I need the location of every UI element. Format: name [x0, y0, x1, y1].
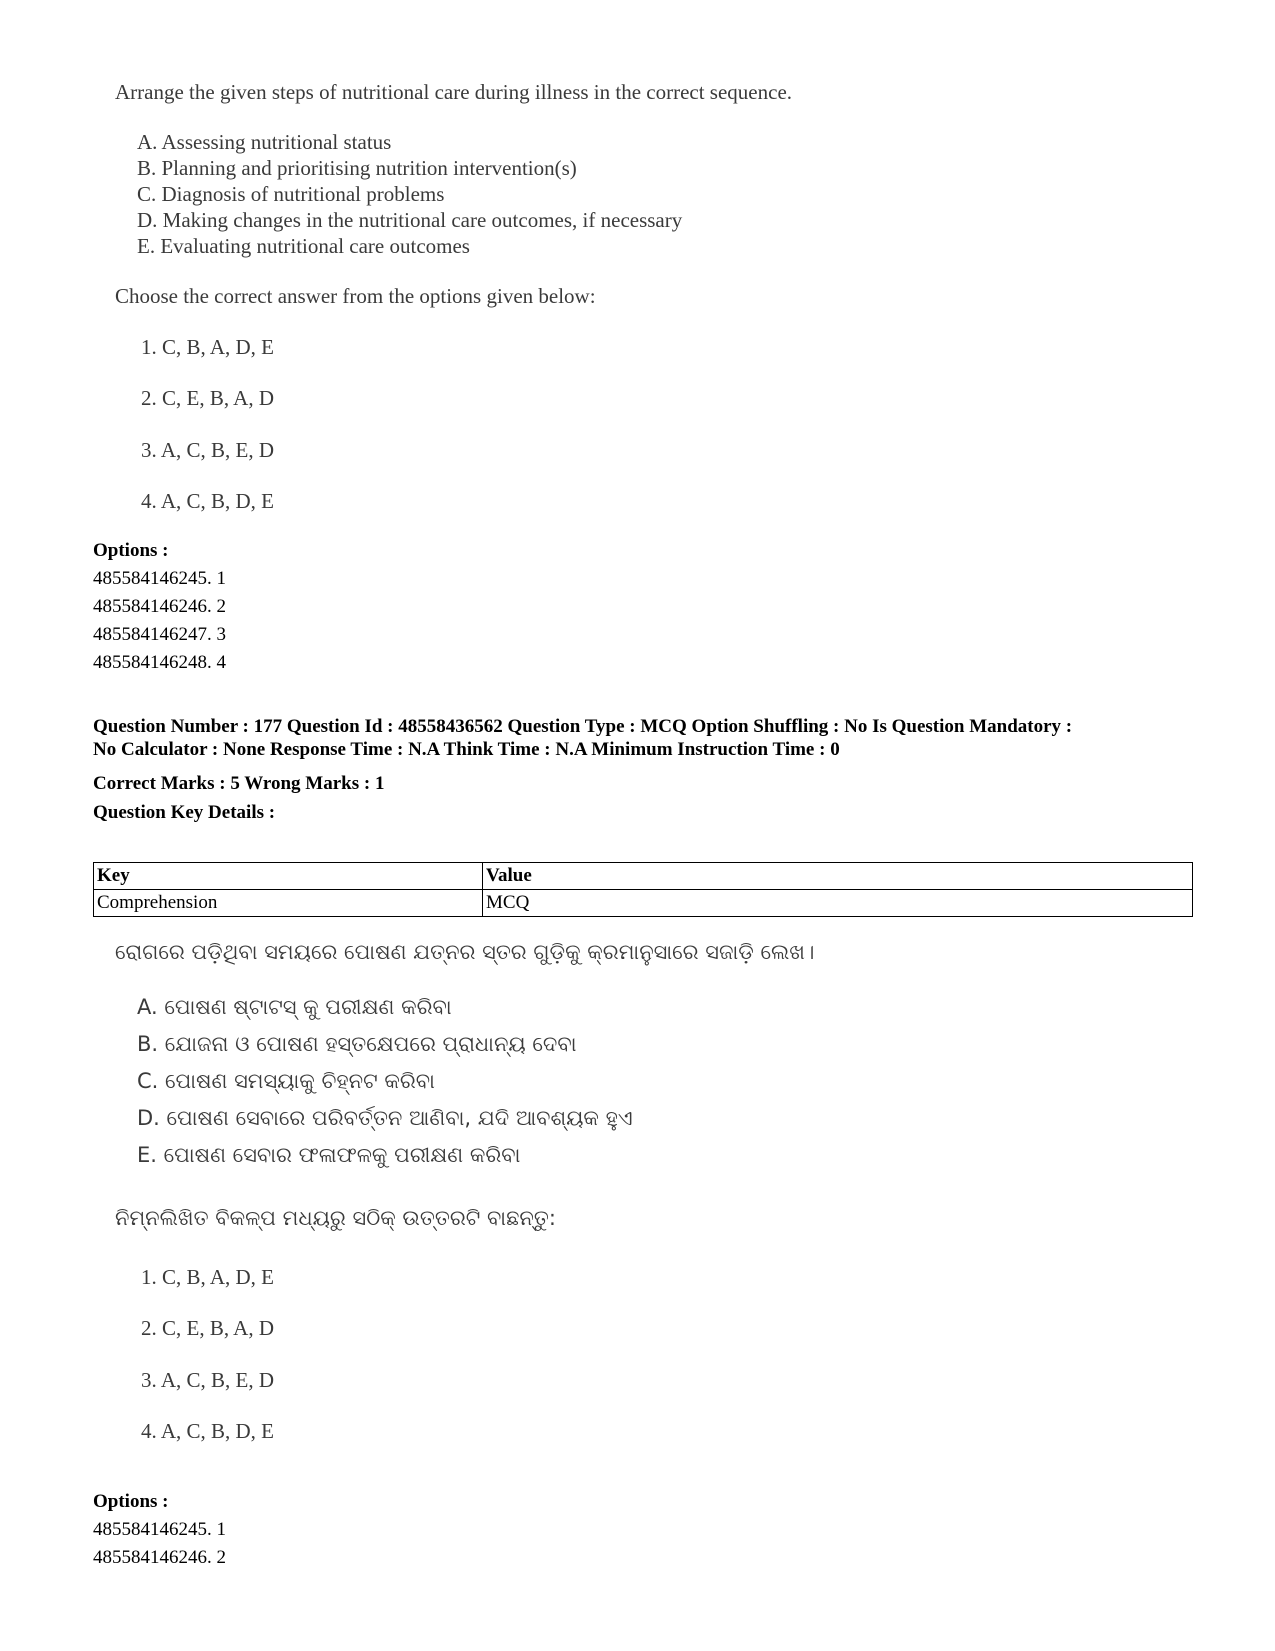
question-key-table — [93, 862, 1193, 917]
step-b-odia: B. ଯୋଜନା ଓ ପୋଷଣ ହସ୍ତକ୍ଷେପରେ ପ୍ରାଧାନ୍ୟ ଦେବା — [137, 1032, 577, 1056]
answer-1: 1. C, B, A, D, E — [141, 335, 275, 359]
choose-instruction-odia: ନିମ୍ନଲିଖିତ ବିକଳ୍ପ ମଧ୍ୟରୁ ସଠିକ୍ ଉତ୍ତରଟି ବାଛନ୍ତୁ: — [115, 1206, 556, 1230]
answer-3: 3. A, C, B, E, D — [141, 1368, 275, 1392]
option-item: 485584146248. 4 — [93, 652, 226, 673]
question-prompt: Arrange the given steps of nutritional care during illness in the correct sequence. — [115, 80, 793, 104]
table-header-row — [94, 863, 1193, 890]
key-details-heading: Question Key Details : — [93, 802, 276, 823]
choose-instruction: Choose the correct answer from the options given below: — [115, 284, 596, 308]
table-row — [94, 890, 1193, 917]
table-header-key: Key — [94, 863, 483, 890]
meta-line-2: No Calculator : None Response Time : N.A Think Time : N.A Minimum Instruction Time : 0 — [93, 739, 840, 760]
question-177-meta — [93, 715, 1193, 761]
option-item: 485584146246. 2 — [93, 596, 226, 617]
step-e-odia: E. ପୋଷଣ ସେବାର ଫଳାଫଳକୁ ପରୀକ୍ଷଣ କରିବା — [137, 1143, 521, 1167]
answer-4: 4. A, C, B, D, E — [141, 1419, 275, 1443]
answer-4: 4. A, C, B, D, E — [141, 489, 275, 513]
answer-2: 2. C, E, B, A, D — [141, 386, 275, 410]
answer-1: 1. C, B, A, D, E — [141, 1265, 275, 1289]
step-d: D. Making changes in the nutritional care outcomes, if necessary — [137, 208, 683, 232]
option-item: 485584146247. 3 — [93, 624, 226, 645]
answer-3: 3. A, C, B, E, D — [141, 438, 275, 462]
table-cell-value: MCQ — [483, 890, 1193, 917]
question-prompt-odia: ରୋଗରେ ପଡ଼ିଥିବା ସମୟରେ ପୋଷଣ ଯତ୍ନର ସ୍ତର ଗୁଡ଼ିକୁ କ୍ରମାନୁସାରେ ସଜାଡ଼ି ଲେଖ। — [115, 940, 815, 964]
meta-line-1: Question Number : 177 Question Id : 48558436562 Question Type : MCQ Option Shuffling : No Is Question Mandatory : — [93, 716, 1073, 737]
options-heading: Options : — [93, 540, 169, 561]
option-item: 485584146245. 1 — [93, 568, 226, 589]
step-d-odia: D. ପୋଷଣ ସେବାରେ ପରିବର୍ତ୍ତନ ଆଣିବା, ଯଦି ଆବଶ୍ୟକ ହୁଏ — [137, 1106, 633, 1130]
step-c-odia: C. ପୋଷଣ ସମସ୍ୟାକୁ ଚିହ୍ନଟ କରିବା — [137, 1069, 435, 1093]
step-c: C. Diagnosis of nutritional problems — [137, 182, 445, 206]
answer-2: 2. C, E, B, A, D — [141, 1316, 275, 1340]
marks-line: Correct Marks : 5 Wrong Marks : 1 — [93, 773, 385, 794]
step-e: E. Evaluating nutritional care outcomes — [137, 234, 470, 258]
step-a: A. Assessing nutritional status — [137, 130, 392, 154]
table-header-value: Value — [483, 863, 1193, 890]
table-cell-key: Comprehension — [94, 890, 483, 917]
options-heading: Options : — [93, 1491, 169, 1512]
option-item: 485584146246. 2 — [93, 1547, 226, 1568]
step-a-odia: A. ପୋଷଣ ଷ୍ଟାଟସ୍ କୁ ପରୀକ୍ଷଣ କରିବା — [137, 995, 452, 1019]
step-b: B. Planning and prioritising nutrition intervention(s) — [137, 156, 577, 180]
option-item: 485584146245. 1 — [93, 1519, 226, 1540]
